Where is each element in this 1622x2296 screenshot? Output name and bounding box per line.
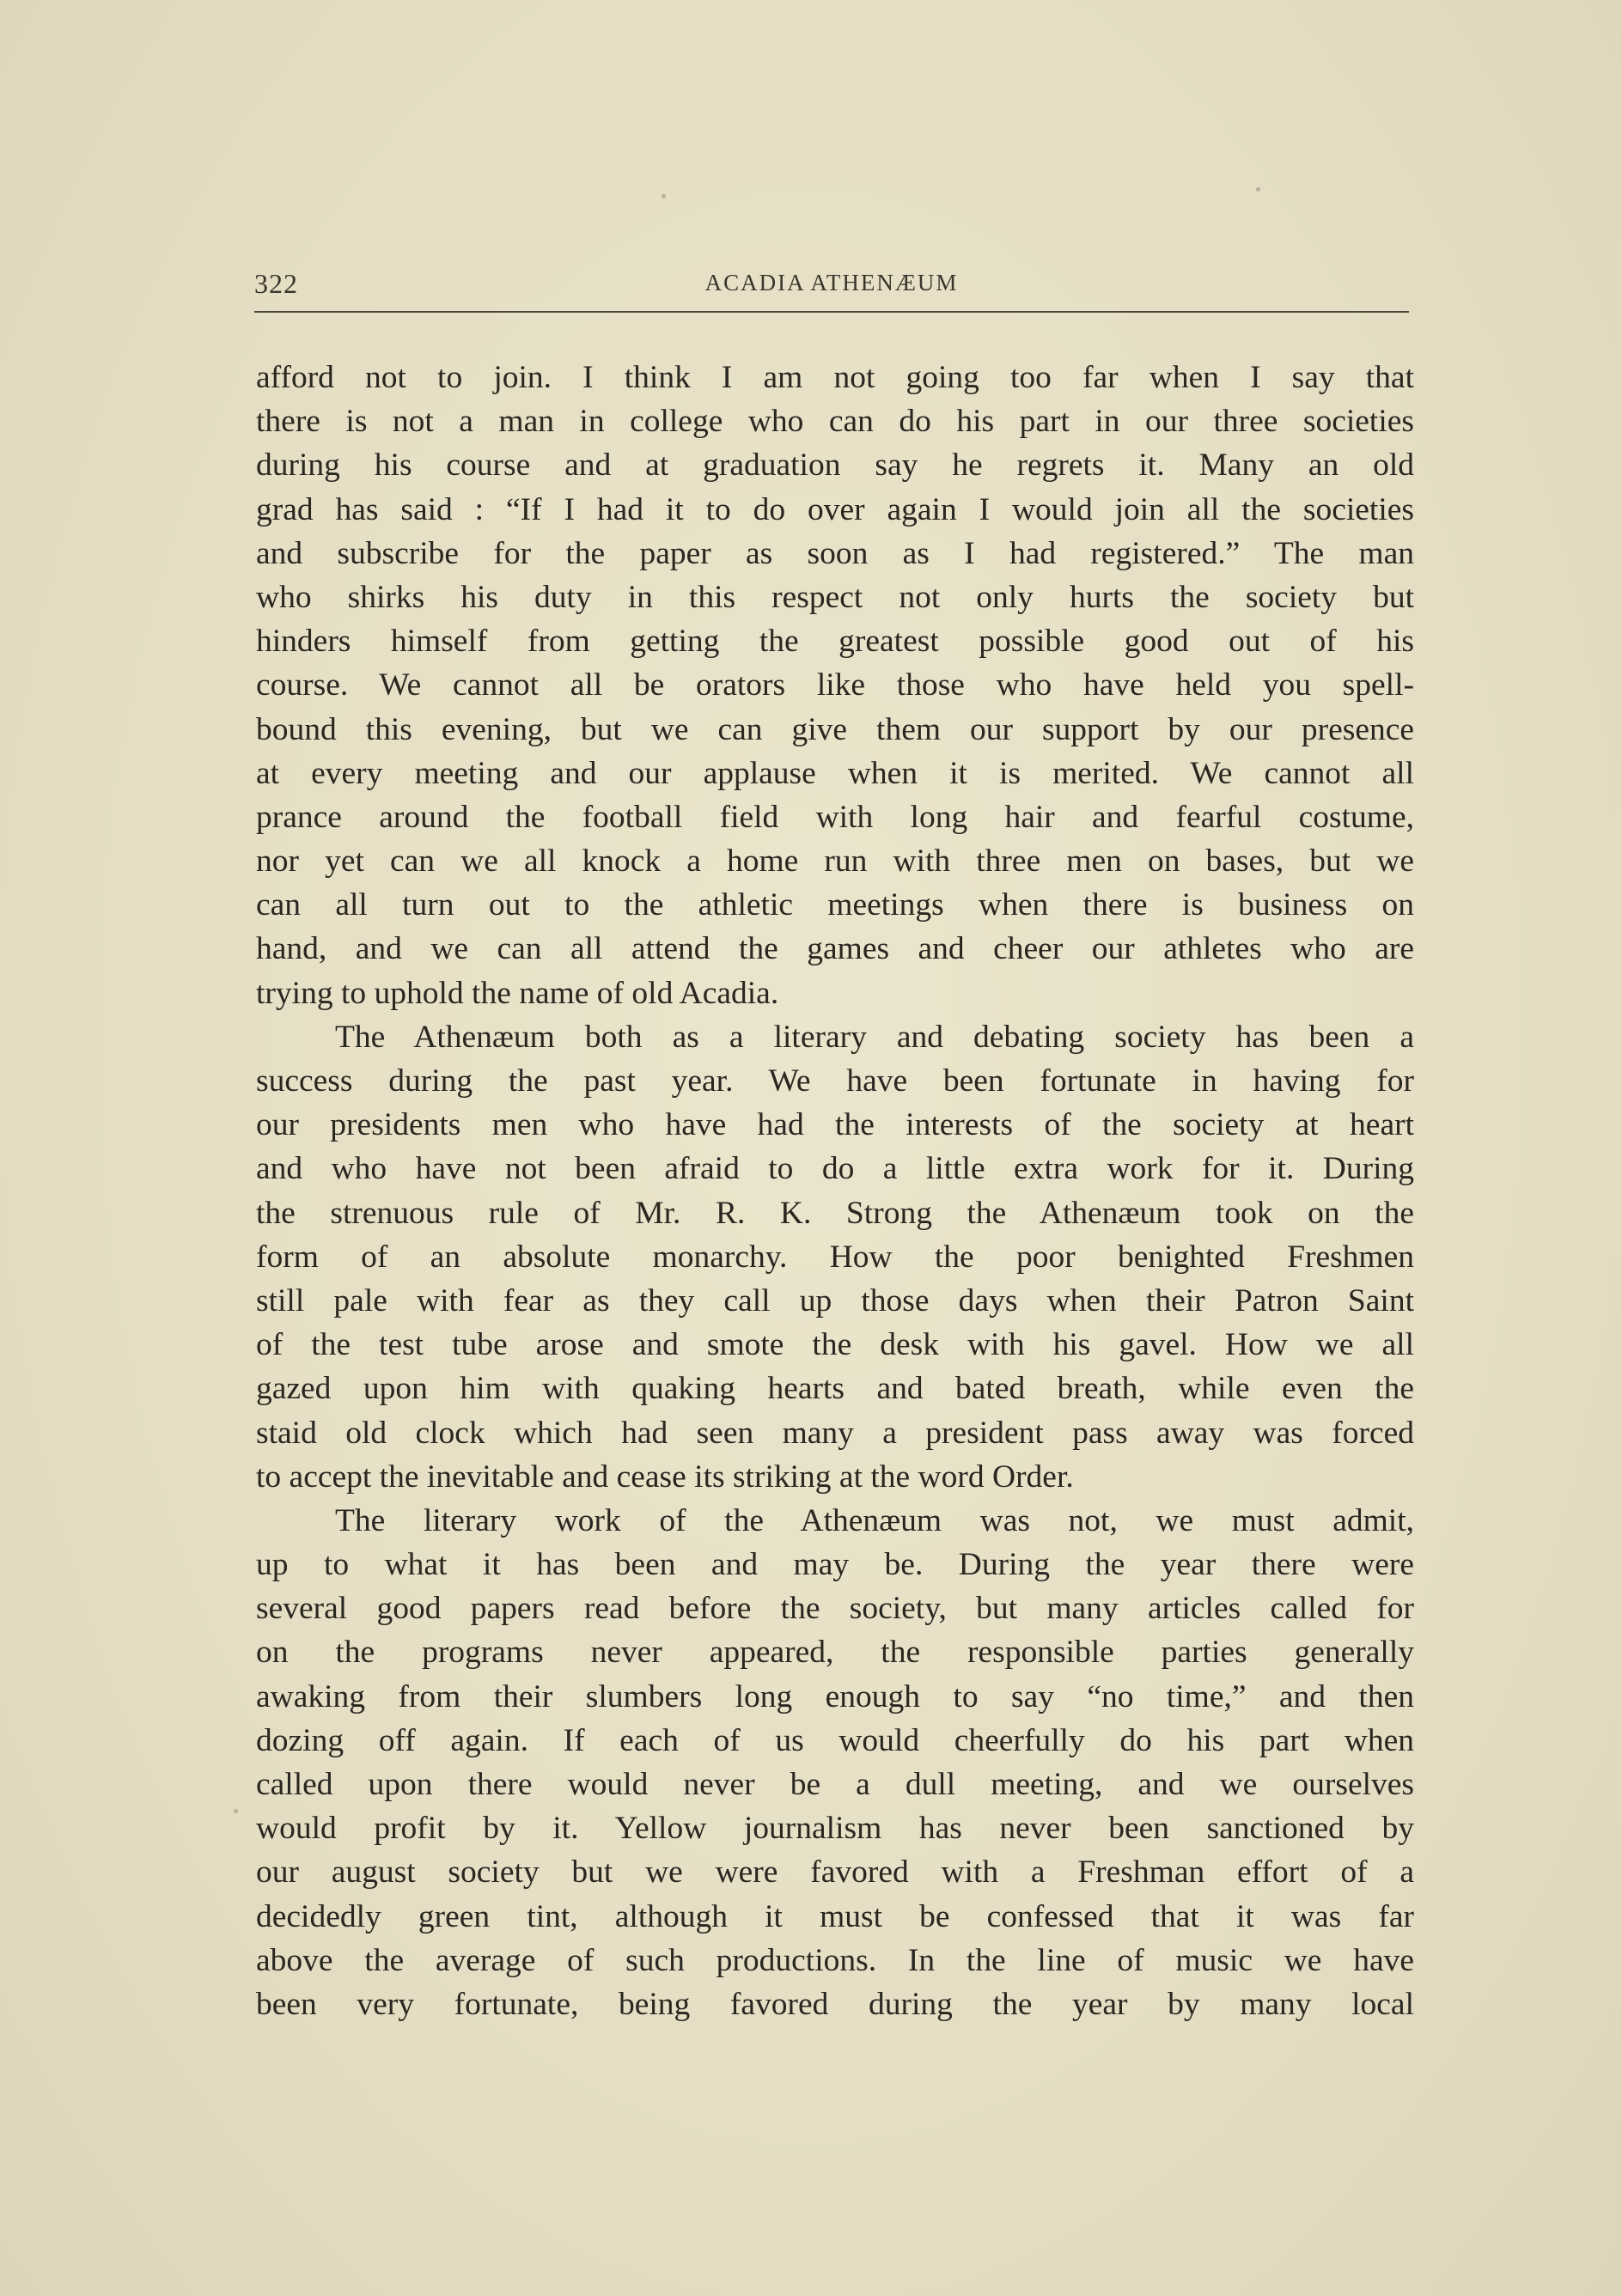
text-line: afford not to join. I think I am not going too far when I say that <box>256 360 1414 395</box>
text-line: grad has said : “If I had it to do over again I would join all the societies <box>256 491 1414 527</box>
journal-title: ACADIA ATHENÆUM <box>704 270 959 295</box>
text-line: during his course and at graduation say he regrets it. Many an old <box>256 448 1414 484</box>
text-line: the strenuous rule of Mr. R. K. Strong the Athenæum took on the <box>256 1195 1414 1231</box>
text-line: bound this evening, but we can give them our support by our presence <box>256 711 1414 747</box>
paper-speck <box>662 194 666 198</box>
text-line: above the average of such productions. In the line of music we have <box>256 1942 1414 1978</box>
text-line: called upon there would never be a dull meeting, and we ourselves <box>256 1767 1414 1802</box>
text-line: of the test tube arose and smote the desk with his gavel. How we all <box>256 1327 1414 1363</box>
text-line: and subscribe for the paper as soon as I had registered.” The man <box>256 535 1414 571</box>
text-line: decidedly green tint, although it must be confessed that it was far <box>256 1898 1414 1934</box>
text-line: can all turn out to the athletic meetings when there is business on <box>256 887 1414 923</box>
text-line: awaking from their slumbers long enough to say “no time,” and then <box>256 1678 1414 1714</box>
text-line: success during the past year. We have been fortunate in having for <box>256 1063 1414 1099</box>
text-line: staid old clock which had seen many a president pass away was forced <box>256 1415 1414 1451</box>
paragraph-1 <box>256 356 1414 1015</box>
text-line: form of an absolute monarchy. How the poor benighted Freshmen <box>256 1239 1414 1275</box>
body-text <box>256 356 1414 2026</box>
text-line: on the programs never appeared, the responsible parties generally <box>256 1635 1414 1671</box>
text-line: still pale with fear as they call up those days when their Patron Saint <box>256 1282 1414 1319</box>
text-line: prance around the football field with long hair and fearful costume, <box>256 799 1414 835</box>
text-line: at every meeting and our applause when it is merited. We cannot all <box>256 755 1414 791</box>
text-line: course. We cannot all be orators like those who have held you spell- <box>256 667 1414 703</box>
text-line: there is not a man in college who can do his part in our three societies <box>256 404 1414 440</box>
text-line: to accept the inevitable and cease its striking at the word Order. <box>256 1459 1074 1495</box>
paper-speck <box>1256 187 1260 192</box>
text-line: trying to uphold the name of old Acadia. <box>256 975 779 1011</box>
text-line: dozing off again. If each of us would cheerfully do his part when <box>256 1722 1414 1758</box>
paper-speck <box>234 1809 238 1813</box>
text-line: our presidents men who have had the interests of the society at heart <box>256 1107 1414 1143</box>
text-line: gazed upon him with quaking hearts and bated breath, while even the <box>256 1371 1414 1407</box>
text-line: been very fortunate, being favored during the year by many local <box>256 1986 1414 2022</box>
text-line: our august society but we were favored with a Freshman effort of a <box>256 1854 1414 1891</box>
header-rule <box>254 311 1409 313</box>
text-line: would profit by it. Yellow journalism has never been sanctioned by <box>256 1811 1414 1847</box>
text-line: hand, and we can all attend the games and cheer our athletes who are <box>256 931 1414 967</box>
text-line: several good papers read before the society, but many articles called for <box>256 1591 1414 1627</box>
paragraph-3 <box>256 1499 1414 2026</box>
running-head <box>254 268 1409 309</box>
text-line: who shirks his duty in this respect not only hurts the society but <box>256 579 1414 615</box>
text-line: The literary work of the Athenæum was not, we must admit, <box>335 1502 1414 1538</box>
text-line: The Athenæum both as a literary and debating society has been a <box>335 1019 1414 1055</box>
text-line: nor yet can we all knock a home run with three men on bases, but we <box>256 843 1414 880</box>
text-line: up to what it has been and may be. During the year there were <box>256 1547 1414 1583</box>
text-line: hinders himself from getting the greatest possible good out of his <box>256 624 1414 660</box>
paragraph-2 <box>256 1015 1414 1499</box>
text-line: and who have not been afraid to do a little extra work for it. During <box>256 1151 1414 1187</box>
page-number: 322 <box>254 268 298 299</box>
